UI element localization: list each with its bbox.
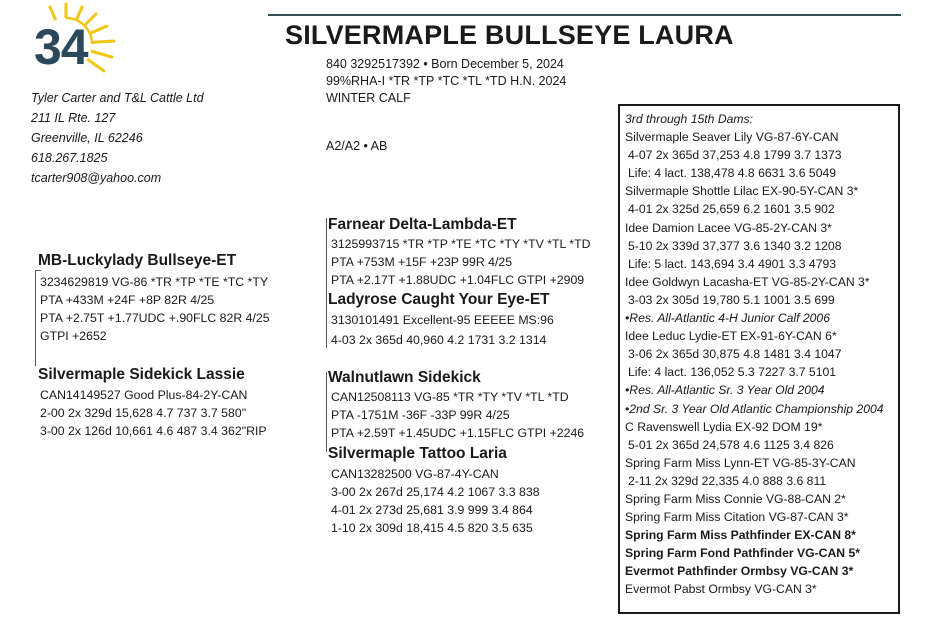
dam-line: CAN14149527 Good Plus-84-2Y-CAN (40, 388, 248, 402)
dam-record-line: 4-01 2x 325d 25,659 6.2 1601 3.5 902 (628, 202, 835, 217)
dam-record-line: 4-07 2x 365d 37,253 4.8 1799 3.7 1373 (628, 148, 842, 163)
sire-sire-name: Farnear Delta-Lambda-ET (328, 216, 517, 233)
sire-dam-name: Ladyrose Caught Your Eye-ET (328, 291, 550, 308)
dam-record-line: 5-10 2x 339d 37,377 3.6 1340 3.2 1208 (628, 238, 842, 253)
subject-breed-traits: 99%RHA-I *TR *TP *TC *TL *TD H.N. 2024 (326, 74, 567, 88)
sire-connector (35, 270, 36, 366)
consignor-name: Tyler Carter and T&L Cattle Ltd (31, 91, 204, 105)
dam-sire-line: CAN12508113 VG-85 *TR *TY *TV *TL *TD (331, 390, 569, 404)
sire-name: MB-Luckylady Bullseye-ET (38, 252, 237, 269)
dam-record-line: C Ravenswell Lydia EX-92 DOM 19* (625, 419, 823, 434)
dam-sire-line: PTA -1751M -36F -33P 99R 4/25 (331, 408, 510, 422)
dam-record-line: Spring Farm Miss Lynn-ET VG-85-3Y-CAN (625, 455, 856, 470)
page-title: SILVERMAPLE BULLSEYE LAURA (285, 20, 734, 50)
sire-sire-connector (326, 218, 327, 348)
dam-dam-line: 4-01 2x 273d 25,681 3.9 999 3.4 864 (331, 503, 533, 517)
dam-sire-connector (326, 372, 327, 452)
sire-details (40, 273, 270, 345)
dam-line: 2-00 2x 329d 15,628 4.7 737 3.7 580" (40, 406, 247, 420)
dam-record-line: Spring Farm Miss Pathfinder EX-CAN 8* (625, 528, 856, 543)
dam-record-line: 5-01 2x 365d 24,578 4.6 1125 3.4 826 (628, 437, 834, 452)
dam-record-line: Spring Farm Miss Connie VG-88-CAN 2* (625, 491, 846, 506)
subject-class: WINTER CALF (326, 91, 411, 105)
consignor-block (31, 88, 204, 188)
dam-record-line: Evermot Pathfinder Ormbsy VG-CAN 3* (625, 564, 854, 579)
dam-record-line: 3-03 2x 305d 19,780 5.1 1001 3.5 699 (628, 292, 835, 307)
dams-list (625, 110, 884, 599)
dam-sire-details (331, 388, 584, 442)
dam-record-line: Evermot Pabst Ormbsy VG-CAN 3* (625, 582, 817, 597)
dams-heading: 3rd through 15th Dams: (625, 112, 754, 126)
dam-record-line: Life: 4 lact. 136,052 5.3 7227 3.7 5101 (628, 365, 837, 380)
sire-dam-details (331, 311, 554, 349)
dam-dam-details (331, 465, 540, 537)
dam-line: 3-00 2x 126d 10,661 4.6 487 3.4 362"RIP (40, 424, 267, 438)
dam-record-line: Idee Leduc Lydie-ET EX-91-6Y-CAN 6* (625, 329, 837, 344)
sire-line: GTPI +2652 (40, 329, 107, 343)
lot-number: 34 (34, 19, 88, 75)
dam-record-line: 2-11 2x 329d 22,335 4.0 888 3.6 811 (628, 473, 827, 488)
dam-record-line: Idee Damion Lacee VG-85-2Y-CAN 3* (625, 220, 832, 235)
subject-info (326, 56, 566, 107)
consignor-address2: Greenville, IL 62246 (31, 131, 143, 145)
dam-record-line: Idee Goldwyn Lacasha-ET VG-85-2Y-CAN 3* (625, 274, 870, 289)
sire-sire-line: PTA +2.17T +1.88UDC +1.04FLC GTPI +2909 (331, 273, 585, 287)
sire-sire-line: PTA +753M +15F +23P 99R 4/25 (331, 255, 513, 269)
dam-details (40, 386, 267, 440)
dam-sire-line: PTA +2.59T +1.45UDC +1.15FLC GTPI +2246 (331, 426, 585, 440)
dam-dam-name: Silvermaple Tattoo Laria (328, 445, 507, 462)
sire-line: PTA +2.75T +1.77UDC +.90FLC 82R 4/25 (40, 311, 270, 325)
dam-record-line: •Res. All-Atlantic 4-H Junior Calf 2006 (625, 311, 830, 326)
sire-line: 3234629819 VG-86 *TR *TP *TE *TC *TY (40, 275, 269, 289)
sire-dam-line: 3130101491 Excellent-95 EEEEE MS:96 (331, 313, 554, 327)
dam-record-line: •Res. All-Atlantic Sr. 3 Year Old 2004 (625, 383, 825, 398)
consignor-email: tcarter908@yahoo.com (31, 171, 162, 185)
dam-record-line: Spring Farm Fond Pathfinder VG-CAN 5* (625, 546, 860, 561)
title-rule (268, 14, 901, 16)
dam-record-line: Life: 5 lact. 143,694 3.4 4901 3.3 4793 (628, 256, 837, 271)
dam-record-line: Silvermaple Seaver Lily VG-87-6Y-CAN (625, 130, 839, 145)
subject-id-birth: 840 3292517392 • Born December 5, 2024 (326, 57, 564, 71)
dam-record-line: Life: 4 lact. 138,478 4.8 6631 3.6 5049 (628, 166, 837, 181)
sire-sire-details (331, 235, 590, 289)
dam-record-line: •2nd Sr. 3 Year Old Atlantic Championship 2004 (625, 401, 884, 416)
dam-record-line: Spring Farm Miss Citation VG-87-CAN 3* (625, 510, 849, 525)
dam-dam-line: 3-00 2x 267d 25,174 4.2 1067 3.3 838 (331, 485, 540, 499)
sire-dam-line: 4-03 2x 365d 40,960 4.2 1731 3.2 1314 (331, 333, 547, 347)
dam-name: Silvermaple Sidekick Lassie (38, 366, 245, 383)
dam-dam-line: CAN13282500 VG-87-4Y-CAN (331, 467, 499, 481)
dam-sire-name: Walnutlawn Sidekick (328, 369, 481, 386)
sire-line: PTA +433M +24F +8P 82R 4/25 (40, 293, 215, 307)
dam-record-line: Silvermaple Shottle Lilac EX-90-5Y-CAN 3* (625, 184, 859, 199)
dam-record-line: 3-06 2x 365d 30,875 4.8 1481 3.4 1047 (628, 347, 842, 362)
consignor-phone: 618.267.1825 (31, 151, 108, 165)
consignor-address1: 211 IL Rte. 127 (31, 111, 116, 125)
sire-connector-tick (35, 270, 41, 271)
subject-genetics: A2/A2 • AB (326, 139, 388, 153)
dam-dam-line: 1-10 2x 309d 18,415 4.5 820 3.5 635 (331, 521, 533, 535)
sire-sire-line: 3125993715 *TR *TP *TE *TC *TY *TV *TL *TD (331, 237, 591, 251)
